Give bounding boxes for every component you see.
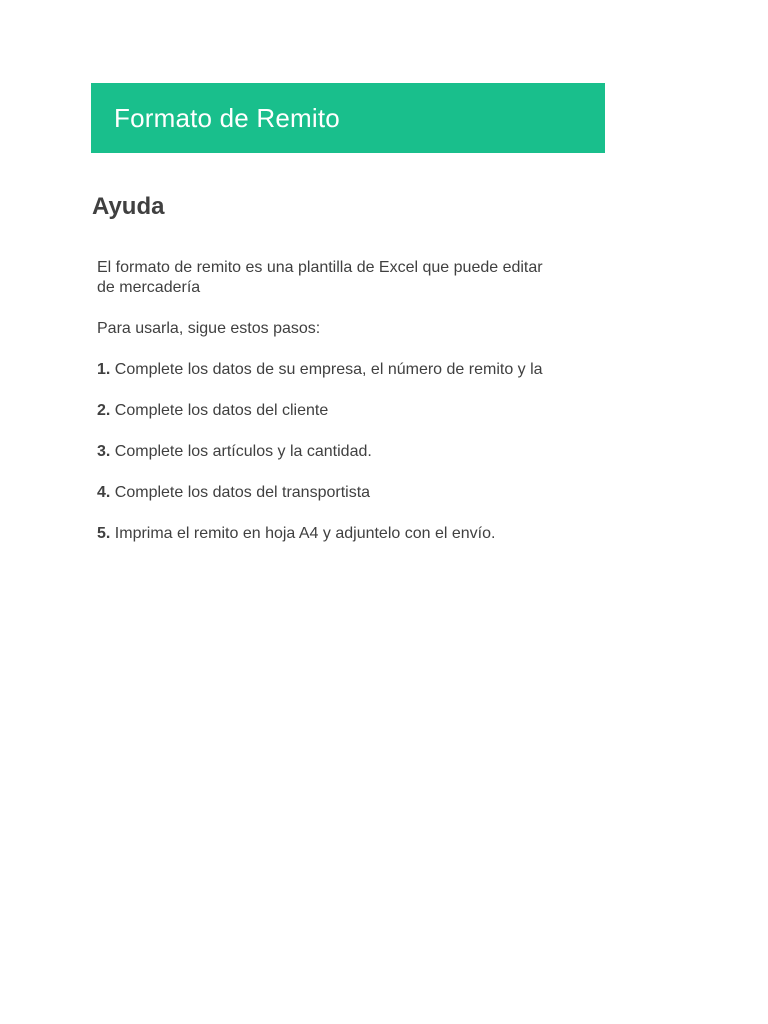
step-item [97, 360, 605, 380]
step-item [97, 442, 605, 462]
step-item [97, 483, 605, 503]
step-number: 2. [97, 402, 111, 419]
help-heading: Ayuda [92, 193, 165, 220]
step-number: 4. [97, 484, 111, 501]
help-content [97, 258, 605, 544]
banner-title: Formato de Remito [114, 102, 340, 133]
intro-paragraph [97, 258, 605, 298]
step-number: 5. [97, 525, 111, 542]
step-text: Complete los datos del cliente [114, 402, 329, 419]
intro-line: El formato de remito es una plantilla de Excel que puede editar [97, 259, 543, 276]
title-banner [91, 83, 605, 153]
step-text: Complete los datos del transportista [114, 484, 371, 501]
step-text: Imprima el remito en hoja A4 y adjuntelo con el envío. [114, 525, 496, 542]
step-number: 3. [97, 443, 111, 460]
intro-line: de mercadería [97, 279, 201, 296]
instructions-lead: Para usarla, sigue estos pasos: [97, 320, 321, 337]
step-item [97, 401, 605, 421]
step-text: Complete los datos de su empresa, el número de remito y la [114, 361, 543, 378]
step-text: Complete los artículos y la cantidad. [114, 443, 372, 460]
step-item [97, 524, 605, 544]
step-number: 1. [97, 361, 111, 378]
